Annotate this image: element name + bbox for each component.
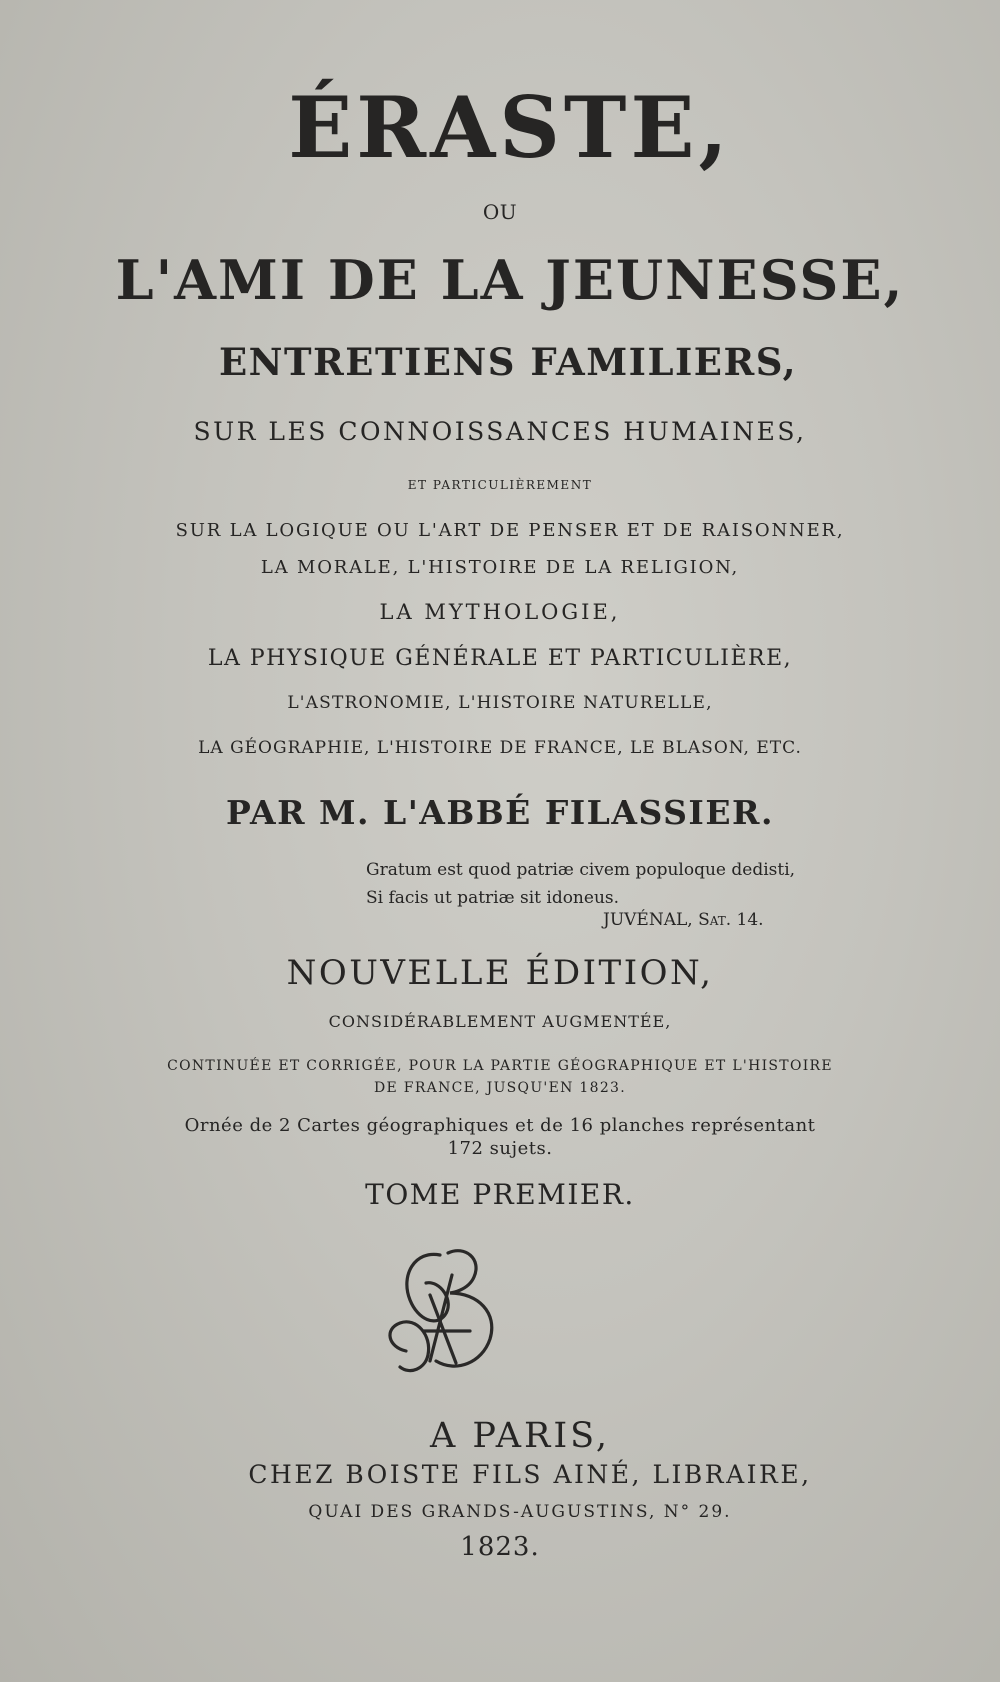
topics-line-4: LA PHYSIQUE GÉNÉRALE ET PARTICULIÈRE, bbox=[207, 646, 793, 671]
connoissances-line: SUR LES CONNOISSANCES HUMAINES, bbox=[193, 417, 807, 446]
topics-line-5: L'ASTRONOMIE, L'HISTOIRE NATURELLE, bbox=[287, 693, 713, 713]
year-line: 1823. bbox=[460, 1532, 540, 1562]
particulierement-line: ET PARTICULIÈREMENT bbox=[407, 478, 593, 492]
continuee-line-2: DE FRANCE, JUSQU'EN 1823. bbox=[374, 1080, 626, 1096]
epigraph-line-2: Si facis ut patriæ sit idoneus. bbox=[366, 888, 620, 908]
continuee-line-1: CONTINUÉE ET CORRIGÉE, POUR LA PARTIE GÉOGRAPHIQUE ET L'HISTOIRE bbox=[167, 1058, 833, 1074]
topics-line-2: LA MORALE, L'HISTOIRE DE LA RELIGION, bbox=[260, 557, 740, 578]
ornee-line-1: Ornée de 2 Cartes géographiques et de 16 planches représentant bbox=[184, 1115, 816, 1136]
book-title: ÉRASTE, bbox=[288, 78, 732, 177]
epigraph-line-1: Gratum est quod patriæ civem populoque dedisti, bbox=[366, 860, 796, 880]
entretiens-line: ENTRETIENS FAMILIERS, bbox=[218, 340, 798, 384]
title-connector: OU bbox=[482, 200, 518, 224]
place-line: A PARIS, bbox=[429, 1416, 611, 1456]
topics-line-3: LA MYTHOLOGIE, bbox=[379, 600, 621, 624]
edition-line: NOUVELLE ÉDITION, bbox=[286, 953, 714, 993]
book-subtitle: L'AMI DE LA JEUNESSE, bbox=[115, 248, 905, 312]
ornee-line-2: 172 sujets. bbox=[447, 1138, 553, 1159]
augmentee-line: CONSIDÉRABLEMENT AUGMENTÉE, bbox=[328, 1012, 672, 1031]
publisher-line: CHEZ BOISTE FILS AINÉ, LIBRAIRE, bbox=[248, 1460, 812, 1489]
publisher-monogram bbox=[370, 1235, 520, 1385]
topics-line-6: LA GÉOGRAPHIE, L'HISTOIRE DE FRANCE, LE BLASON, ETC. bbox=[198, 738, 802, 758]
author-line: PAR M. L'ABBÉ FILASSIER. bbox=[226, 793, 774, 832]
monogram-text: AB bbox=[370, 1235, 372, 1236]
epigraph-source: JUVÉNAL, Sat. 14. bbox=[603, 910, 764, 930]
address-line: QUAI DES GRANDS-AUGUSTINS, N° 29. bbox=[308, 1502, 732, 1522]
tome-line: TOME PREMIER. bbox=[365, 1178, 635, 1211]
topics-line-1: SUR LA LOGIQUE OU L'ART DE PENSER ET DE RAISONNER, bbox=[175, 520, 845, 541]
